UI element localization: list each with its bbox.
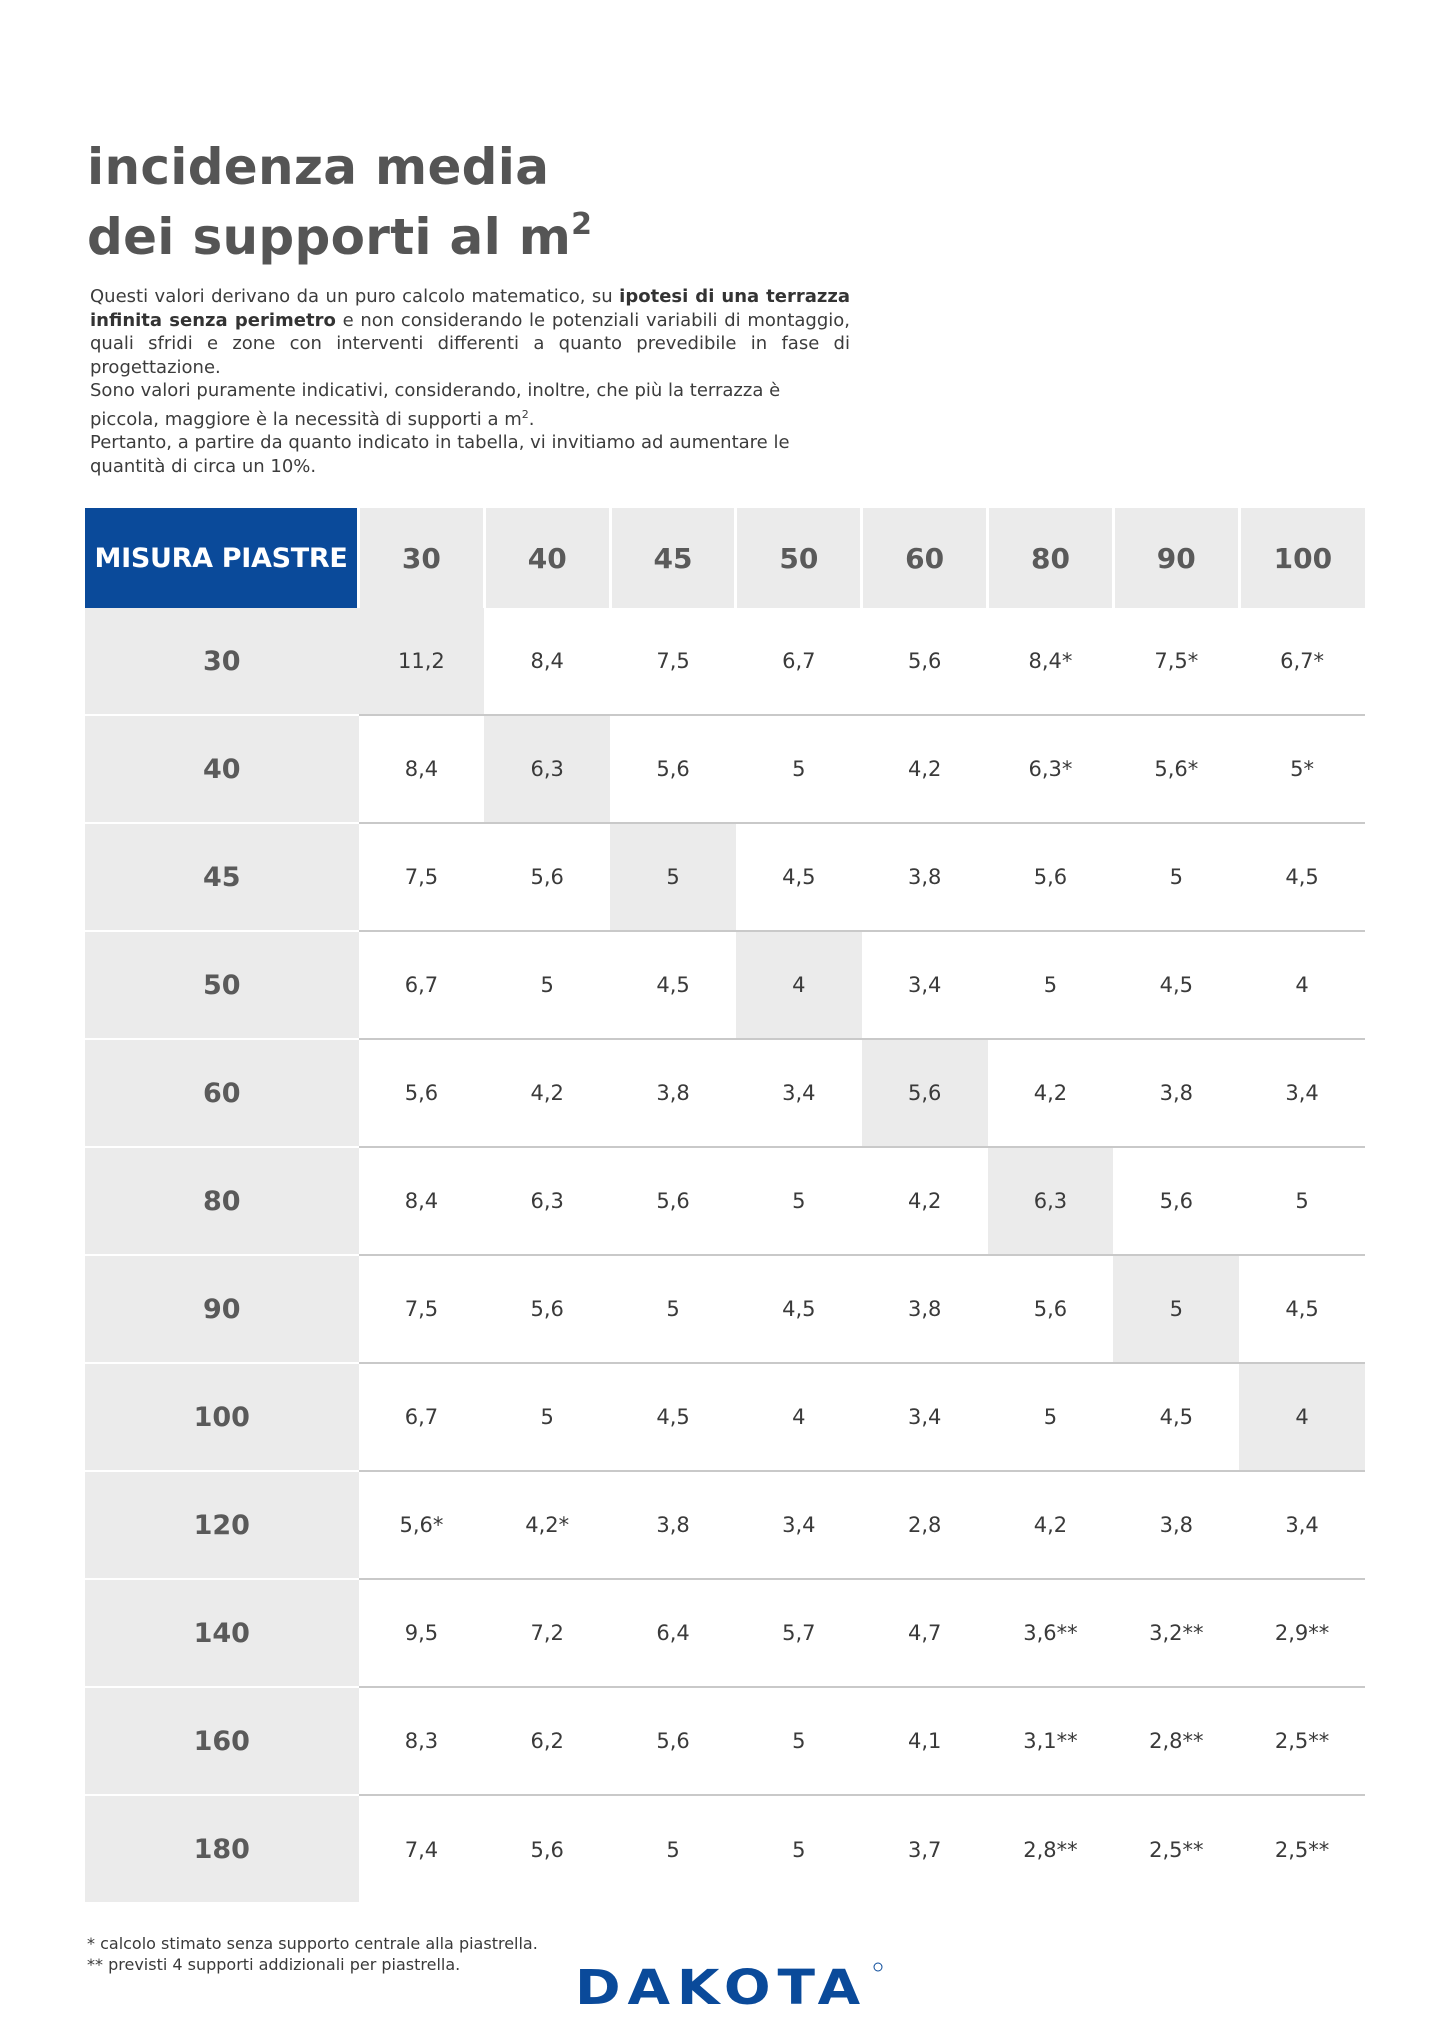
table-cell: 8,4 [484, 608, 610, 715]
row-header: 40 [85, 715, 359, 823]
table-cell: 4,5 [1113, 1363, 1239, 1471]
column-header: 90 [1113, 508, 1239, 608]
table-cell: 4 [1239, 931, 1365, 1039]
table-cell: 3,7 [907, 1837, 942, 1862]
table-row [85, 608, 1365, 715]
table-row [85, 1147, 1365, 1255]
footnotes [87, 1933, 538, 1975]
table-cell: 7,4 [404, 1837, 439, 1862]
table-row [85, 931, 1365, 1039]
table-cell: 6,3* [988, 715, 1114, 823]
table-header-row [85, 508, 1365, 608]
table-cell: 5,6* [359, 1471, 485, 1579]
table-cell: 5,6 [484, 823, 610, 931]
footnote-single-asterisk: * calcolo stimato senza supporto centrale alla piastrella. [87, 1934, 538, 1953]
table-cell: 3,4 [1239, 1039, 1365, 1147]
table-cell: 3,2** [1113, 1579, 1239, 1687]
table-cell: 4,5 [736, 823, 862, 931]
table-row [85, 1255, 1365, 1363]
table-cell: 4,2 [988, 1039, 1114, 1147]
table-row [85, 715, 1365, 823]
intro-p2-a: Sono valori puramente indicativi, considerando, inoltre, che più la terrazza è piccola, maggiore è la necessità di supporti a m [90, 380, 781, 430]
dakota-logo [575, 1960, 885, 2010]
column-header: 50 [736, 508, 862, 608]
table-cell: 2,5** [1274, 1837, 1330, 1862]
column-header: 60 [862, 508, 988, 608]
intro-paragraph-1 [90, 285, 850, 379]
table-cell: 7,5 [359, 1255, 485, 1363]
table-cell: 5 [988, 931, 1114, 1039]
table-cell: 2,8** [1113, 1687, 1239, 1795]
table-cell: 5 [736, 715, 862, 823]
table-row [85, 1795, 1365, 1903]
table-cell: 6,7 [736, 608, 862, 715]
row-header: 180 [85, 1795, 359, 1903]
row-header: 160 [85, 1687, 359, 1795]
table-cell: 3,6** [988, 1579, 1114, 1687]
table-cell: 5 [484, 1363, 610, 1471]
table-cell: 4,2* [484, 1471, 610, 1579]
intro-p1-a: Questi valori derivano da un puro calcolo matematico, su [90, 286, 620, 307]
table-cell: 5,6 [610, 715, 736, 823]
table-cell: 4,5 [610, 931, 736, 1039]
footnote-double-asterisk: ** previsti 4 supporti addizionali per piastrella. [87, 1955, 461, 1974]
title-line-2-text: dei supporti al m [87, 208, 572, 266]
row-header: 90 [85, 1255, 359, 1363]
table-cell: 5,6 [988, 1255, 1114, 1363]
table-cell: 6,7 [359, 1363, 485, 1471]
table-row [85, 1039, 1365, 1147]
table-cell: 6,7* [1239, 608, 1365, 715]
table-cell: 5 [484, 931, 610, 1039]
table-cell: 8,4* [988, 608, 1114, 715]
row-header: 60 [85, 1039, 359, 1147]
table-cell: 5,6 [1113, 1147, 1239, 1255]
table-cell: 3,8 [610, 1039, 736, 1147]
table-cell: 4,7 [862, 1579, 988, 1687]
table-cell: 5 [610, 823, 736, 931]
table-cell: 8,4 [359, 715, 485, 823]
table-cell: 4,5 [1113, 931, 1239, 1039]
table-cell: 4 [736, 931, 862, 1039]
table-corner-label: MISURA PIASTRE [85, 508, 359, 608]
table-cell: 3,1** [988, 1687, 1114, 1795]
table-cell: 5,6 [862, 608, 988, 715]
table-cell: 6,2 [484, 1687, 610, 1795]
table-cell: 5,6 [610, 1147, 736, 1255]
table-cell: 5,6 [610, 1687, 736, 1795]
table-cell: 3,8 [1113, 1039, 1239, 1147]
table-cell: 3,4 [736, 1039, 862, 1147]
row-header: 30 [85, 608, 359, 715]
table-cell: 5 [792, 1837, 806, 1862]
table-cell: 3,8 [610, 1471, 736, 1579]
table-cell: 5 [736, 1147, 862, 1255]
intro-p2-sup: 2 [521, 407, 529, 421]
table-cell: 5 [1239, 1147, 1365, 1255]
column-header: 30 [359, 508, 485, 608]
table-cell: 5,6 [988, 823, 1114, 931]
table-cell: 4 [1239, 1363, 1365, 1471]
intro-p1-bold: ipotesi di una terrazza infinita senza perimetro [90, 286, 850, 331]
intro-paragraph-3 [90, 431, 850, 478]
table-cell: 3,4 [862, 1363, 988, 1471]
row-header: 50 [85, 931, 359, 1039]
table-cell: 5 [1113, 823, 1239, 931]
table-cell: 5 [666, 1837, 680, 1862]
table-cell: 5 [736, 1687, 862, 1795]
table-cell: 4,5 [1239, 823, 1365, 931]
dakota-logo-wordmark: DAKOTA [575, 1960, 867, 2010]
row-header: 140 [85, 1579, 359, 1687]
table-cell: 7,5 [610, 608, 736, 715]
table-cell: 2,8 [862, 1471, 988, 1579]
table-cell: 5 [988, 1363, 1114, 1471]
table-cell: 3,4 [862, 931, 988, 1039]
title-line-2 [87, 196, 592, 266]
title-line-1: incidenza media [87, 138, 550, 196]
table-cell: 4,2 [988, 1471, 1114, 1579]
table-cell: 5* [1239, 715, 1365, 823]
table-cell: 3,8 [862, 1255, 988, 1363]
table-cell: 4,2 [862, 1147, 988, 1255]
table-cell: 4,2 [484, 1039, 610, 1147]
intro-text [90, 285, 850, 478]
row-header: 45 [85, 823, 359, 931]
table-cell: 5,6* [1113, 715, 1239, 823]
table-cell: 5,6 [530, 1837, 564, 1862]
title-superscript: 2 [571, 207, 593, 242]
table-cell: 6,7 [359, 931, 485, 1039]
table-cell: 4,5 [610, 1363, 736, 1471]
table-cell: 7,2 [484, 1579, 610, 1687]
table-cell: 5,6 [359, 1039, 485, 1147]
table-row [85, 1687, 1365, 1795]
registered-mark-icon [874, 1963, 882, 1971]
intro-paragraph-2 [90, 379, 850, 431]
table-cell: 2,9** [1239, 1579, 1365, 1687]
table-cell: 6,3 [484, 1147, 610, 1255]
table-cell: 5,7 [736, 1579, 862, 1687]
column-header: 100 [1239, 508, 1365, 608]
table-cell: 6,4 [610, 1579, 736, 1687]
table-row [85, 1471, 1365, 1579]
table-cell: 3,8 [862, 823, 988, 931]
table-cell: 11,2 [359, 608, 485, 715]
table-cell: 4 [736, 1363, 862, 1471]
table-cell: 5 [610, 1255, 736, 1363]
table-cell: 4,5 [1239, 1255, 1365, 1363]
column-header: 80 [988, 508, 1114, 608]
row-header: 80 [85, 1147, 359, 1255]
table-cell: 8,4 [359, 1147, 485, 1255]
page-title [87, 138, 592, 266]
table-cell: 3,4 [1239, 1471, 1365, 1579]
column-header: 45 [610, 508, 736, 608]
table-cell: 2,5** [1239, 1687, 1365, 1795]
table-row [85, 823, 1365, 931]
row-header: 100 [85, 1363, 359, 1471]
table-cell: 7,5* [1113, 608, 1239, 715]
table-cell: 4,5 [736, 1255, 862, 1363]
table-cell: 5,6 [862, 1039, 988, 1147]
table-cell: 4,1 [862, 1687, 988, 1795]
row-header: 120 [85, 1471, 359, 1579]
table-row [85, 1579, 1365, 1687]
table-cell: 2,8** [1023, 1837, 1078, 1862]
table-cell: 6,3 [484, 715, 610, 823]
table-body [85, 608, 1365, 1903]
intro-p1-c: e non considerando le potenziali variabili di montaggio, quali sfridi e zone con interventi differenti a quanto prevedibile in fase di progettazione. [90, 309, 850, 378]
table-cell: 3,4 [736, 1471, 862, 1579]
table-cell: 6,3 [988, 1147, 1114, 1255]
table-cell: 3,8 [1113, 1471, 1239, 1579]
support-density-table [85, 508, 1365, 1904]
table-cell: 8,3 [359, 1687, 485, 1795]
column-header: 40 [484, 508, 610, 608]
table-cell: 4,2 [862, 715, 988, 823]
table-row [85, 1363, 1365, 1471]
table-cell: 5,6 [484, 1255, 610, 1363]
table-cell: 7,5 [359, 823, 485, 931]
intro-p2-b: . [528, 408, 535, 430]
table-cell: 9,5 [359, 1579, 485, 1687]
table-cell: 5 [1113, 1255, 1239, 1363]
intro-p3: Pertanto, a partire da quanto indicato in tabella, vi invitiamo ad aumentare le quantità di circa un 10%. [90, 432, 790, 477]
table-cell: 2,5** [1149, 1837, 1204, 1862]
